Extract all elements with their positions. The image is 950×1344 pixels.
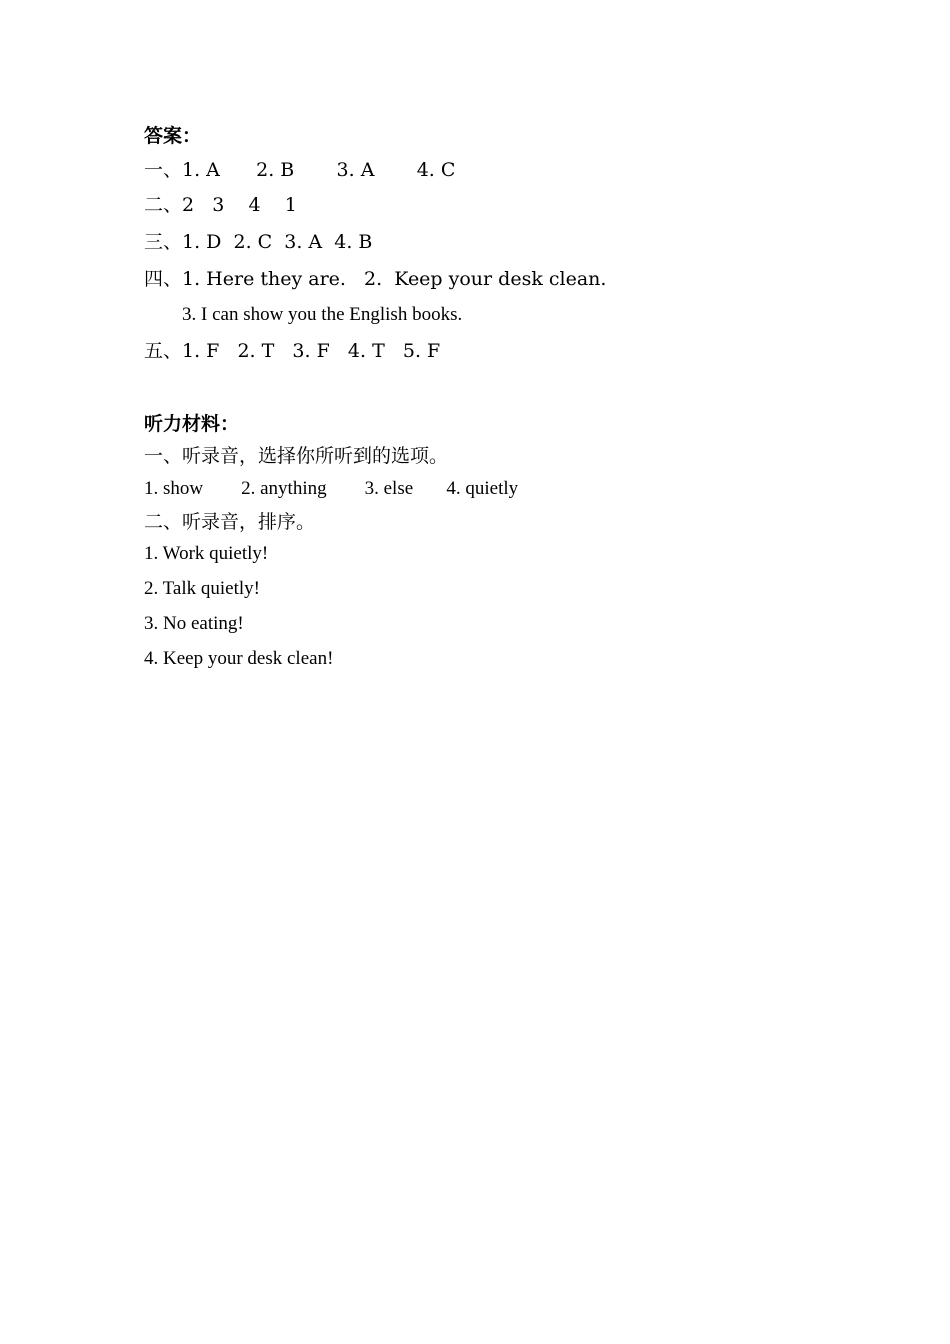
listening-item-1: 1. Work quietly! [144, 543, 269, 564]
answer-section-5: 五、1. F 2. T 3. F 4. T 5. F [144, 340, 441, 362]
listening-part-2-instruction: 二、听录音，排序。 [144, 511, 316, 533]
listening-part-1-instruction: 一、听录音，选择你所听到的选项。 [144, 445, 449, 467]
answer-section-3: 三、1. D 2. C 3. A 4. B [144, 231, 373, 253]
listening-item-4: 4. Keep your desk clean! [144, 648, 334, 669]
listening-part-1-words: 1. show 2. anything 3. else 4. quietly [144, 478, 519, 499]
answer-section-1: 一、1. A 2. B 3. A 4. C [144, 159, 456, 181]
answers-heading: 答案： [144, 125, 202, 147]
listening-item-3: 3. No eating! [144, 613, 244, 634]
listening-item-2: 2. Talk quietly! [144, 578, 260, 599]
answer-section-4-continued: 3. I can show you the English books. [182, 304, 463, 325]
answer-section-2: 二、2 3 4 1 [144, 194, 297, 216]
listening-heading: 听力材料： [144, 413, 240, 435]
answer-section-4: 四、1. Here they are. 2. Keep your desk clean. [144, 268, 607, 290]
